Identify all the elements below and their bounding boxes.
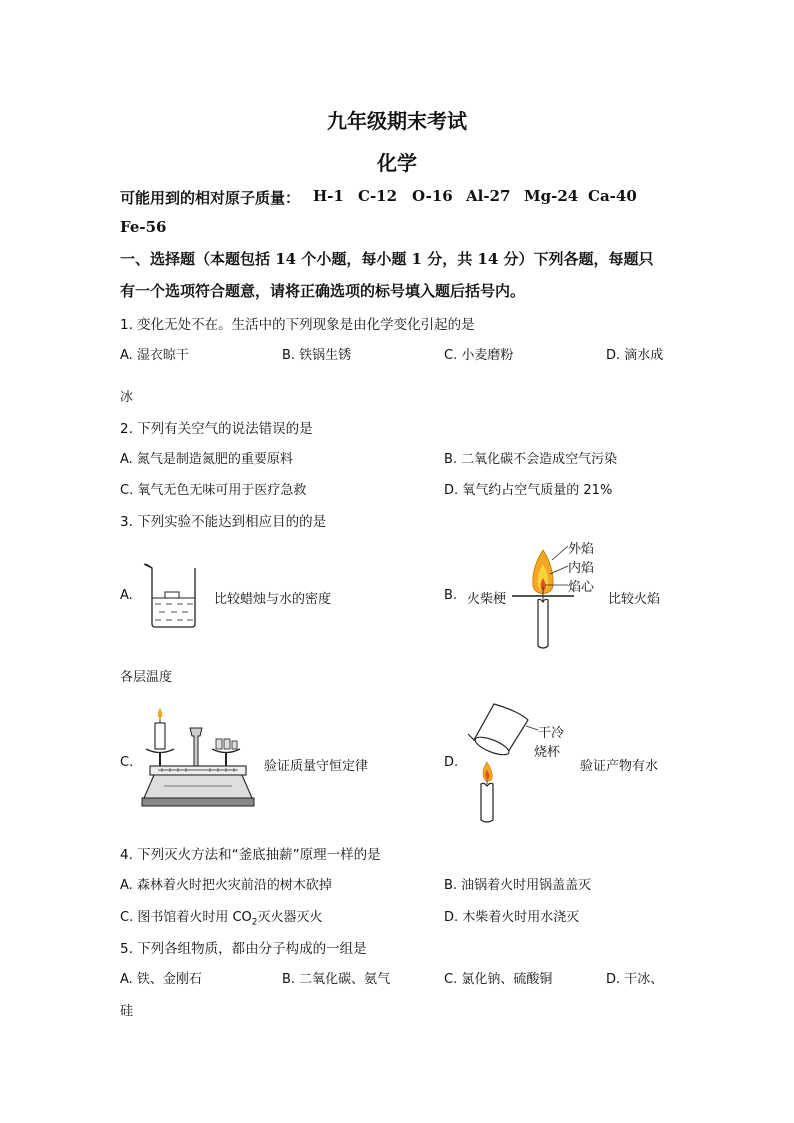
section-instructions-line1: 一、选择题（本题包括 14 个小题，每小题 1 分，共 14 分）下列各题，每题只 — [120, 250, 654, 268]
question-5-option-d: D. 干冰、 — [606, 972, 664, 987]
question-1-option-a: A. 湿衣晾干 — [120, 348, 189, 363]
beaker-water-wax-icon — [142, 560, 202, 630]
candle-flame-matchstick-icon — [512, 540, 574, 652]
question-3-option-a-text: 比较蜡烛与水的密度 — [214, 592, 332, 607]
dry-cold-label-1: 干冷 — [538, 726, 565, 741]
question-4-option-a: A. 森林着火时把火灾前沿的树木砍掉 — [120, 878, 332, 893]
exam-title: 九年级期末考试 — [327, 109, 467, 133]
question-3-option-c-label: C. — [120, 755, 134, 770]
question-1-option-c: C. 小麦磨粉 — [444, 348, 514, 363]
question-3-option-b-label: B. — [444, 588, 458, 603]
question-3-option-c-text: 验证质量守恒定律 — [264, 759, 369, 774]
dry-cold-label-2: 烧杯 — [534, 745, 561, 760]
atomic-mass-item: H-1 — [313, 187, 344, 205]
atomic-mass-item: C-12 — [358, 187, 398, 205]
inverted-beaker-candle-icon — [456, 700, 540, 826]
section-instructions-line2: 有一个选项符合题意，请将正确选项的标号填入题后括号内。 — [120, 282, 526, 300]
flame-core-label: 焰心 — [568, 580, 595, 595]
balance-scale-candle-icon — [140, 706, 256, 814]
atomic-mass-item: Al-27 — [466, 187, 511, 205]
question-5-option-a: A. 铁、金刚石 — [120, 972, 202, 987]
question-4-option-d: D. 木柴着火时用水浇灭 — [444, 910, 580, 925]
question-2-option-b: B. 二氧化碳不会造成空气污染 — [444, 452, 618, 467]
atomic-mass-item: O-16 — [412, 187, 453, 205]
question-2-option-a: A. 氮气是制造氮肥的重要原料 — [120, 452, 293, 467]
outer-flame-label: 外焰 — [568, 542, 595, 557]
question-3-option-b-text-continued: 各层温度 — [120, 670, 173, 685]
question-3-option-a-label: A. — [120, 588, 133, 603]
question-5-stem: 5. 下列各组物质，都由分子构成的一组是 — [120, 941, 367, 957]
atomic-mass-label: 可能用到的相对原子质量： — [120, 189, 301, 207]
question-1-stem: 1. 变化无处不在。生活中的下列现象是由化学变化引起的是 — [120, 317, 475, 333]
question-1-option-d: D. 滴水成 — [606, 348, 664, 363]
question-4-option-b: B. 油锅着火时用锅盖盖灭 — [444, 878, 592, 893]
question-5-option-b: B. 二氧化碳、氨气 — [282, 972, 391, 987]
question-4-option-c: C. 图书馆着火时用 $CO_2$灭火器灭火 — [120, 910, 323, 928]
question-3-stem: 3. 下列实验不能达到相应目的的是 — [120, 514, 327, 530]
question-2-option-c: C. 氧气无色无味可用于医疗急救 — [120, 483, 307, 498]
inner-flame-label: 内焰 — [568, 561, 595, 576]
atomic-mass-item: Fe-56 — [120, 218, 167, 236]
subject-title: 化学 — [377, 151, 417, 175]
question-1-option-d-continued: 冰 — [120, 390, 134, 405]
question-4-stem: 4. 下列灭火方法和“釜底抽薪”原理一样的是 — [120, 847, 381, 863]
question-3-option-d-text: 验证产物有水 — [580, 759, 659, 774]
question-2-option-d: D. 氧气约占空气质量的 21% — [444, 483, 613, 498]
atomic-mass-item: Mg-24 — [524, 187, 579, 205]
atomic-mass-item: Ca-40 — [588, 187, 637, 205]
matchstick-label: 火柴梗 — [467, 592, 507, 607]
question-3-option-d-label: D. — [444, 755, 459, 770]
question-1-option-b: B. 铁锅生锈 — [282, 348, 352, 363]
question-5-option-c: C. 氯化钠、硫酸铜 — [444, 972, 553, 987]
question-3-option-b-text: 比较火焰 — [608, 592, 661, 607]
question-5-option-d-continued: 硅 — [120, 1004, 134, 1019]
question-2-stem: 2. 下列有关空气的说法错误的是 — [120, 421, 313, 437]
